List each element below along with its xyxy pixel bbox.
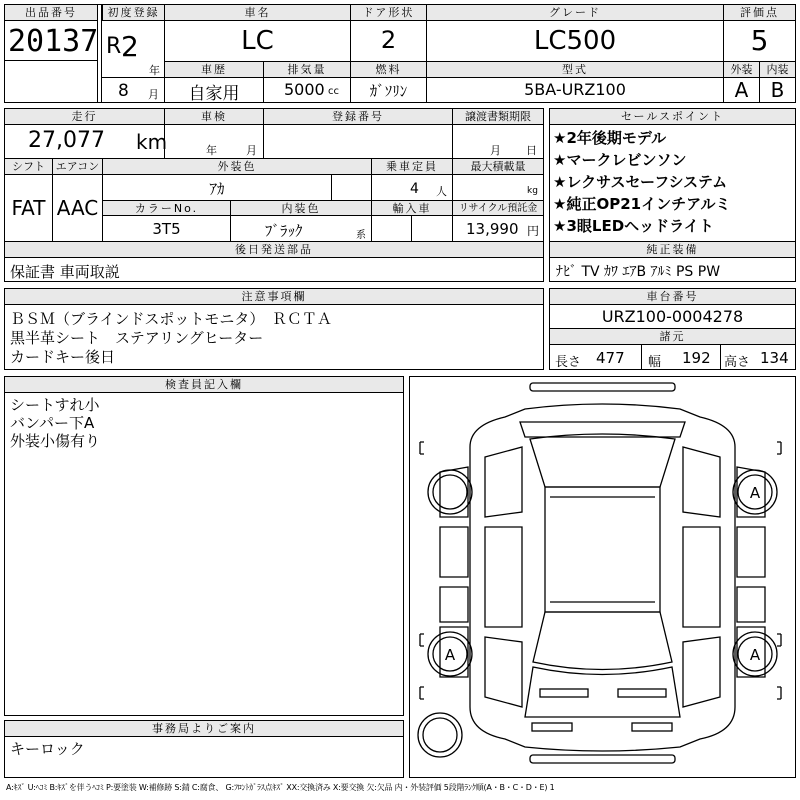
legend: A:ｷｽﾞ U:ﾍｺﾐ B:ｷｽﾞを伴うﾍｺﾐ P:要塗装 W:補修跡 S:錆 C:腐食、 G:ﾌﾛﾝﾄｶﾞﾗｽ点ｷｽﾞ XX:交換済み X:要交換 欠:欠品 内・外装評価 5段階ﾗﾝｸ順(A・B・C・D・E) 1 <box>6 783 555 792</box>
inspection-month-unit: 月 <box>246 144 257 157</box>
damage-mark-right-front-wheel: A <box>749 484 761 502</box>
int-color: ﾌﾞﾗｯｸ <box>265 222 303 240</box>
fuel-label: 燃料 <box>351 62 426 78</box>
notes-line-1: ＢＳＭ（ブラインドスポットモニタ） ＲＣＴＡ <box>10 310 332 328</box>
length: 477 <box>596 349 625 367</box>
car-name-label: 車名 <box>165 5 350 21</box>
mileage-label: 走行 <box>5 109 164 125</box>
sales-point-1: ★2年後期モデル <box>553 129 667 147</box>
docs-month-unit: 月 <box>490 144 501 157</box>
first-reg-label: 初度登録 <box>102 5 164 21</box>
equipment: ﾅﾋﾞ TV ｶﾜ ｴｱB ｱﾙﾐ PS PW <box>556 264 721 280</box>
recycle-unit: 円 <box>527 224 540 238</box>
chassis-label: 車台番号 <box>550 289 795 305</box>
later-parts: 保証書 車両取説 <box>10 263 120 281</box>
notes-line-3: カードキー後日 <box>10 348 116 366</box>
shift-label: シフト <box>5 159 52 175</box>
width: 192 <box>682 349 711 367</box>
mileage: 27,077 <box>28 128 105 153</box>
sales-point-5: ★3眼LEDヘッドライト <box>553 217 714 235</box>
docs-label: 譲渡書類期限 <box>453 109 543 125</box>
office-text: キーロック <box>10 740 85 758</box>
ac-label: エアコン <box>53 159 102 175</box>
office-label: 事務局よりご案内 <box>5 721 403 737</box>
height: 134 <box>760 349 789 367</box>
width-label: 幅 <box>648 355 662 370</box>
ac: AAC <box>56 196 99 220</box>
doors: 2 <box>380 26 397 54</box>
seats: 4 <box>410 181 419 197</box>
sales-points-label: セールスポイント <box>550 109 795 125</box>
sales-point-2: ★マークレビンソン <box>553 151 687 169</box>
year-unit: 年 <box>149 64 160 77</box>
history-label: 車歴 <box>165 62 263 78</box>
grade: LC500 <box>533 26 617 56</box>
int-label: 内装 <box>760 62 795 78</box>
model-label: 型式 <box>427 62 723 78</box>
reg-no-label: 登録番号 <box>264 109 452 125</box>
import-label: 輸入車 <box>372 201 452 216</box>
doors-label: ドア形状 <box>351 5 426 21</box>
load-label: 最大積載量 <box>453 159 543 175</box>
inspector-line-2: バンパー下A <box>10 414 95 432</box>
model: 5BA-URZ100 <box>524 80 626 99</box>
inspector-line-3: 外装小傷有り <box>10 432 101 450</box>
inspection-year-unit: 年 <box>206 144 217 157</box>
length-label: 長さ <box>555 355 582 370</box>
recycle-label: リサイクル預託金 <box>453 201 543 216</box>
car-diagram <box>409 376 796 778</box>
sales-point-3: ★レクサスセーフシステム <box>553 173 728 191</box>
chassis-no: URZ100-0004278 <box>601 307 744 326</box>
first-reg-month: 8 <box>118 81 129 101</box>
int-color-unit: 系 <box>356 230 366 241</box>
history: 自家用 <box>188 84 240 104</box>
score-label: 評価点 <box>724 5 795 21</box>
displacement-unit: cc <box>328 86 339 97</box>
lot-no: 20137 <box>8 24 99 59</box>
load-unit: kg <box>527 186 538 196</box>
inspector-line-1: シートすれ小 <box>10 396 100 414</box>
docs-day-unit: 日 <box>526 144 537 157</box>
sales-point-4: ★純正OP21インチアルミ <box>553 195 731 213</box>
color-no: 3T5 <box>152 220 181 238</box>
int-score: B <box>770 78 785 102</box>
seats-unit: 人 <box>436 185 447 198</box>
color: ｱｶ <box>209 180 225 198</box>
inspector-label: 検査員記入欄 <box>5 377 403 393</box>
score: 5 <box>750 24 769 57</box>
shift: FAT <box>11 196 46 220</box>
seats-label: 乗車定員 <box>372 159 452 175</box>
ext-label: 外装 <box>724 62 759 78</box>
car-name: LC <box>241 26 274 56</box>
recycle: 13,990 <box>466 220 519 238</box>
notes-line-2: 黒半革シート ステアリングヒーター <box>10 329 264 347</box>
later-parts-label: 後日発送部品 <box>5 242 543 258</box>
equipment-label: 純正装備 <box>550 242 795 258</box>
displacement-label: 排気量 <box>264 62 350 78</box>
mileage-unit: km <box>136 130 168 154</box>
month-unit: 月 <box>148 88 159 101</box>
damage-mark-right-rear-wheel: A <box>749 646 761 664</box>
fuel: ｶﾞｿﾘﾝ <box>369 82 408 100</box>
color-no-label: カラーNo. <box>103 201 230 216</box>
ext-score: A <box>734 78 749 102</box>
first-reg-year: 2 <box>121 30 139 63</box>
height-label: 高さ <box>724 355 751 370</box>
notes-label: 注意事項欄 <box>5 289 543 305</box>
displacement: 5000 <box>284 80 325 99</box>
lot-no-label: 出品番号 <box>5 5 97 21</box>
grade-label: グレード <box>427 5 723 21</box>
int-color-label: 内装色 <box>231 201 371 216</box>
color-label: 外装色 <box>103 159 371 175</box>
inspection-label: 車検 <box>165 109 263 125</box>
dimensions-label: 諸元 <box>550 329 795 345</box>
era: R <box>106 34 122 59</box>
damage-mark-left-rear-wheel: A <box>444 646 456 664</box>
